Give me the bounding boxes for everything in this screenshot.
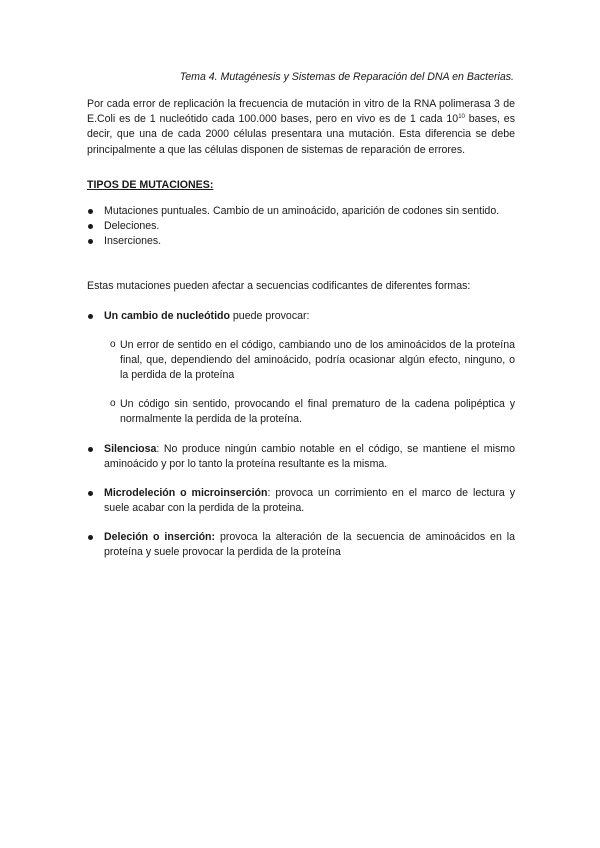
- list-item: [87, 204, 515, 219]
- list-item: [87, 219, 515, 234]
- mutation-types-list: [87, 204, 515, 250]
- document-title: Tema 4. Mutagénesis y Sistemas de Reparación del DNA en Bacterias.: [179, 71, 514, 83]
- list-item-text: Inserciones.: [104, 235, 162, 248]
- deletion-list: [87, 530, 515, 560]
- list-item-text: Mutaciones puntuales. Cambio de un aminoácido, aparición de codones sin sentido.: [104, 205, 500, 217]
- bullet-icon: [88, 535, 93, 540]
- nucleotide-change-list: [87, 309, 515, 324]
- silent-list: [87, 442, 515, 472]
- deletion-text: provoca la alteración de la secuencia de aminoácidos en la proteína y suele provocar la perdida de la proteína: [104, 531, 515, 559]
- term-silent: Silenciosa: [104, 443, 157, 455]
- bullet-icon: [88, 447, 93, 452]
- term-micro: Microdeleción o microinserción: [104, 487, 268, 499]
- list-item: [87, 309, 515, 324]
- bullet-icon: [88, 224, 93, 229]
- intro-text-1: Por cada error de replicación la frecuencia de mutación in vitro de la RNA polimerasa 3 de E.Coli es de 1 nucleótido cada 100.000 bases, pero en vivo es de 1 cada 10: [87, 98, 515, 126]
- list-item: [87, 234, 515, 249]
- section-heading: TIPOS DE MUTACIONES:: [87, 179, 214, 191]
- intro-exponent: 10: [458, 114, 465, 121]
- intro-paragraph: [87, 97, 515, 158]
- sub-item-nonsense: [110, 397, 515, 427]
- term-nucleotide-change: Un cambio de nucleótido: [104, 310, 230, 322]
- sub-item-text: Un código sin sentido, provocando el final prematuro de la cadena polipéptica y normalmente la perdida de la proteína.: [120, 398, 515, 426]
- intro-text-2: bases, es decir, que una de cada 2000 células presentara una mutación. Esta diferencia se debe principalmente a que las células disponen de sistemas de reparación de errores.: [87, 113, 515, 156]
- nucleotide-change-text: puede provocar:: [229, 310, 310, 322]
- micro-list: [87, 486, 515, 516]
- term-deletion: Deleción o inserción:: [104, 531, 216, 543]
- bullet-icon: [88, 239, 93, 244]
- list-item: [87, 530, 515, 560]
- sub-item-text: Un error de sentido en el código, cambiando uno de los aminoácidos de la proteína final, que, dependiendo del aminoácido, podría ocasionar algún efecto, ninguno, o la perdida de la proteína: [120, 339, 515, 382]
- sub-bullet-icon: o: [110, 339, 116, 350]
- list-item: [87, 442, 515, 472]
- sub-item-missense: [110, 338, 515, 384]
- sub-bullet-icon: o: [110, 398, 116, 409]
- bullet-icon: [88, 314, 93, 319]
- silent-text: : No produce ningún cambio notable en el código, se mantiene el mismo aminoácido y por lo tanto la proteína resultante es la misma.: [104, 443, 515, 471]
- list-item: [87, 486, 515, 516]
- bullet-icon: [88, 491, 93, 496]
- micro-text: : provoca un corrimiento en el marco de lectura y suele acabar con la perdida de la proteina.: [104, 487, 515, 515]
- list-item-text: Deleciones.: [104, 220, 160, 233]
- bullet-icon: [88, 209, 93, 214]
- effects-intro: Estas mutaciones pueden afectar a secuencias codificantes de diferentes formas:: [87, 280, 471, 292]
